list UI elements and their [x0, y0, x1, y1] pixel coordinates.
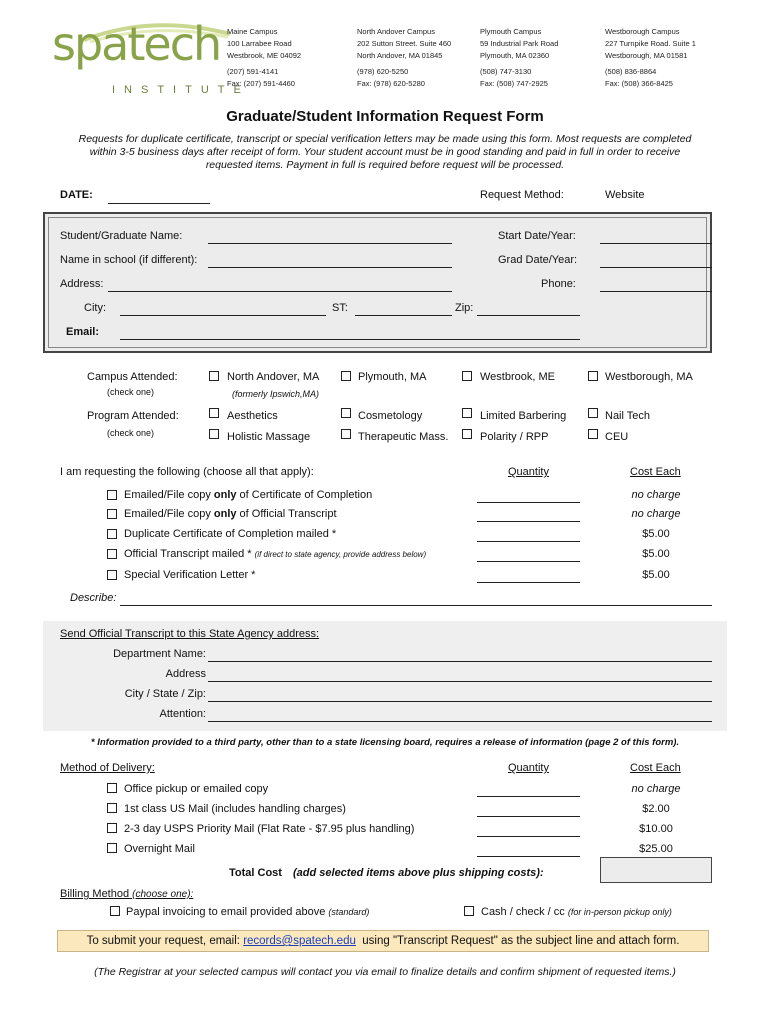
intro-text: Requests for duplicate certificate, transcript or special verification letters may be made using this form. Most requests are completed within 3-5 business days after receipt of form. Your student account must be in good standing and paid in full in order to receive requested items. Payment in full is required before request will be processed. — [78, 133, 692, 171]
logo-wordmark: spatech — [52, 17, 221, 71]
request-transcript-mailed-checkbox[interactable] — [107, 549, 117, 559]
billing-paypal-checkbox[interactable] — [110, 906, 120, 916]
zip-label: Zip: — [455, 302, 474, 314]
request-transcript-email-label: Emailed/File copy only of Official Transcript — [124, 508, 337, 520]
request-cert-email-qty[interactable] — [477, 502, 580, 503]
email-label: Email: — [66, 326, 100, 338]
request-method-label: Request Method: — [480, 189, 564, 201]
request-cert-email-label: Emailed/File copy only of Certificate of Completion — [124, 489, 373, 501]
requesting-quantity-header: Quantity — [508, 466, 549, 478]
request-verification-letter-cost: $5.00 — [642, 569, 670, 581]
billing-cash-label: Cash / check / cc (for in-person pickup only) — [481, 906, 672, 918]
request-transcript-mailed-label: Official Transcript mailed * (if direct to state agency, provide address below) — [124, 548, 427, 560]
campus-plymouth-checkbox[interactable] — [341, 371, 351, 381]
request-transcript-email-cost: no charge — [631, 508, 681, 520]
grad-date-label: Grad Date/Year: — [498, 254, 578, 266]
student-name-field[interactable] — [208, 243, 452, 244]
delivery-first-class-cost: $2.00 — [642, 803, 670, 815]
total-cost-field[interactable] — [600, 857, 712, 883]
state-field[interactable] — [355, 315, 452, 316]
email-field[interactable] — [120, 339, 580, 340]
program-limited-barbering-label: Limited Barbering — [480, 410, 567, 422]
program-cosmetology-label: Cosmetology — [358, 410, 423, 422]
delivery-pickup-checkbox[interactable] — [107, 783, 117, 793]
phone-field[interactable] — [600, 291, 712, 292]
agency-dept-label: Department Name: — [113, 648, 206, 660]
program-aesthetics-label: Aesthetics — [227, 410, 278, 422]
campus-north-andover-checkbox[interactable] — [209, 371, 219, 381]
requesting-cost-header: Cost Each — [630, 466, 681, 478]
campus-attended-label: Campus Attended: — [87, 371, 178, 383]
delivery-overnight-label: Overnight Mail — [124, 843, 195, 855]
campus-westborough-checkbox[interactable] — [588, 371, 598, 381]
campus-north-andover-label: North Andover, MA — [227, 371, 320, 383]
total-cost-label: Total Cost — [229, 867, 282, 879]
delivery-cost-header: Cost Each — [630, 762, 681, 774]
program-polarity-label: Polarity / RPP — [480, 431, 549, 443]
campus-westbrook-label: Westbrook, ME — [480, 371, 555, 383]
agency-heading: Send Official Transcript to this State Agency address: — [60, 628, 320, 640]
delivery-quantity-header: Quantity — [508, 762, 549, 774]
program-ceu-label: CEU — [605, 431, 629, 443]
agency-city-field[interactable] — [208, 701, 712, 702]
program-attended-hint: (check one) — [107, 428, 155, 438]
delivery-priority-qty[interactable] — [477, 836, 580, 837]
third-party-note: * Information provided to a third party, other than to a state licensing board, requires a release of information (page 2 of this form). — [90, 737, 680, 748]
campus-westbrook-checkbox[interactable] — [462, 371, 472, 381]
agency-address-label: Address — [165, 668, 206, 680]
agency-address-field[interactable] — [208, 681, 712, 682]
campus-plymouth-label: Plymouth, MA — [358, 371, 427, 383]
delivery-first-class-checkbox[interactable] — [107, 803, 117, 813]
delivery-heading: Method of Delivery: — [60, 762, 155, 774]
campus-formerly-note: (formerly Ipswich,MA) — [232, 389, 320, 399]
request-verification-letter-label: Special Verification Letter * — [124, 569, 256, 581]
student-name-label: Student/Graduate Name: — [60, 230, 183, 242]
program-nail-tech-label: Nail Tech — [605, 410, 651, 422]
request-cert-email-checkbox[interactable] — [107, 490, 117, 500]
describe-label: Describe: — [70, 592, 117, 604]
school-name-field[interactable] — [208, 267, 452, 268]
zip-field[interactable] — [477, 315, 580, 316]
program-attended-label: Program Attended: — [87, 410, 179, 422]
program-therapeutic-massage-label: Therapeutic Mass. — [358, 431, 449, 443]
delivery-first-class-qty[interactable] — [477, 816, 580, 817]
delivery-pickup-cost: no charge — [631, 783, 681, 795]
program-therapeutic-massage-checkbox[interactable] — [341, 429, 351, 439]
agency-dept-field[interactable] — [208, 661, 712, 662]
billing-heading: Billing Method (choose one): — [60, 888, 194, 900]
billing-paypal-label: Paypal invoicing to email provided above (standard) — [126, 906, 370, 918]
describe-field[interactable] — [120, 605, 712, 606]
campus-block-westborough: Westborough Campus 227 Turnpike Road. Suite 1 Westborough, MA 01581 (508) 836-8864 Fax: (508) 366-8425 — [605, 27, 696, 88]
program-polarity-checkbox[interactable] — [462, 429, 472, 439]
date-label: DATE: — [60, 189, 93, 201]
request-verification-letter-qty[interactable] — [477, 582, 580, 583]
date-field[interactable] — [108, 203, 210, 204]
request-transcript-email-checkbox[interactable] — [107, 509, 117, 519]
delivery-overnight-qty[interactable] — [477, 856, 580, 857]
records-email-link[interactable]: records@spatech.edu — [243, 935, 356, 947]
delivery-priority-cost: $10.00 — [639, 823, 673, 835]
campus-block-north-andover: North Andover Campus 202 Sutton Street. Suite 460 North Andover, MA 01845 (978) 620-5250 Fax: (978) 620-5280 — [357, 27, 452, 88]
delivery-overnight-cost: $25.00 — [639, 843, 673, 855]
school-name-label: Name in school (if different): — [60, 254, 198, 266]
delivery-pickup-qty[interactable] — [477, 796, 580, 797]
campus-block-plymouth: Plymouth Campus 59 Industrial Park Road Plymouth, MA 02360 (508) 747-3130 Fax: (508) 747-2925 — [480, 27, 559, 88]
address-field[interactable] — [108, 291, 452, 292]
request-transcript-mailed-qty[interactable] — [477, 561, 580, 562]
delivery-priority-label: 2-3 day USPS Priority Mail (Flat Rate - $7.95 plus handling) — [124, 823, 415, 835]
request-cert-email-cost: no charge — [631, 489, 681, 501]
campus-block-maine: Maine Campus 100 Larrabee Road Westbrook, ME 04092 (207) 591-4141 Fax: (207) 591-4460 — [227, 27, 302, 88]
request-cert-mailed-checkbox[interactable] — [107, 529, 117, 539]
program-ceu-checkbox[interactable] — [588, 429, 598, 439]
address-label: Address: — [60, 278, 104, 290]
start-date-field[interactable] — [600, 243, 712, 244]
form-title: Graduate/Student Information Request Form — [226, 108, 544, 125]
agency-attention-label: Attention: — [159, 708, 206, 720]
program-nail-tech-checkbox[interactable] — [588, 408, 598, 418]
start-date-label: Start Date/Year: — [498, 230, 576, 242]
logo-subtitle: INSTITUTE — [112, 84, 250, 96]
program-aesthetics-checkbox[interactable] — [209, 408, 219, 418]
program-limited-barbering-checkbox[interactable] — [462, 408, 472, 418]
agency-city-label: City / State / Zip: — [124, 688, 206, 700]
request-method-value: Website — [605, 189, 645, 201]
submit-text: To submit your request, email: records@spatech.edu using "Transcript Request" as the subject line and attach form. — [86, 935, 680, 947]
request-verification-letter-checkbox[interactable] — [107, 570, 117, 580]
program-holistic-massage-label: Holistic Massage — [227, 431, 311, 443]
delivery-first-class-label: 1st class US Mail (includes handling charges) — [124, 803, 346, 815]
program-cosmetology-checkbox[interactable] — [341, 408, 351, 418]
program-holistic-massage-checkbox[interactable] — [209, 429, 219, 439]
state-label: ST: — [332, 302, 348, 314]
footer-note: (The Registrar at your selected campus will contact you via email to finalize details and confirm shipment of requested items.) — [94, 966, 676, 978]
billing-cash-checkbox[interactable] — [464, 906, 474, 916]
agency-attention-field[interactable] — [208, 721, 712, 722]
delivery-overnight-checkbox[interactable] — [107, 843, 117, 853]
total-cost-note: (add selected items above plus shipping costs): — [293, 867, 544, 879]
campus-attended-hint: (check one) — [107, 387, 155, 397]
phone-label: Phone: — [541, 278, 576, 290]
delivery-priority-checkbox[interactable] — [107, 823, 117, 833]
request-transcript-mailed-cost: $5.00 — [642, 548, 670, 560]
request-cert-mailed-qty[interactable] — [477, 541, 580, 542]
city-label: City: — [84, 302, 106, 314]
requesting-label: I am requesting the following (choose all that apply): — [60, 466, 314, 478]
request-transcript-email-qty[interactable] — [477, 521, 580, 522]
city-field[interactable] — [120, 315, 326, 316]
request-cert-mailed-label: Duplicate Certificate of Completion mailed * — [124, 528, 337, 540]
request-cert-mailed-cost: $5.00 — [642, 528, 670, 540]
campus-westborough-label: Westborough, MA — [605, 371, 693, 383]
delivery-pickup-label: Office pickup or emailed copy — [124, 783, 269, 795]
grad-date-field[interactable] — [600, 267, 712, 268]
